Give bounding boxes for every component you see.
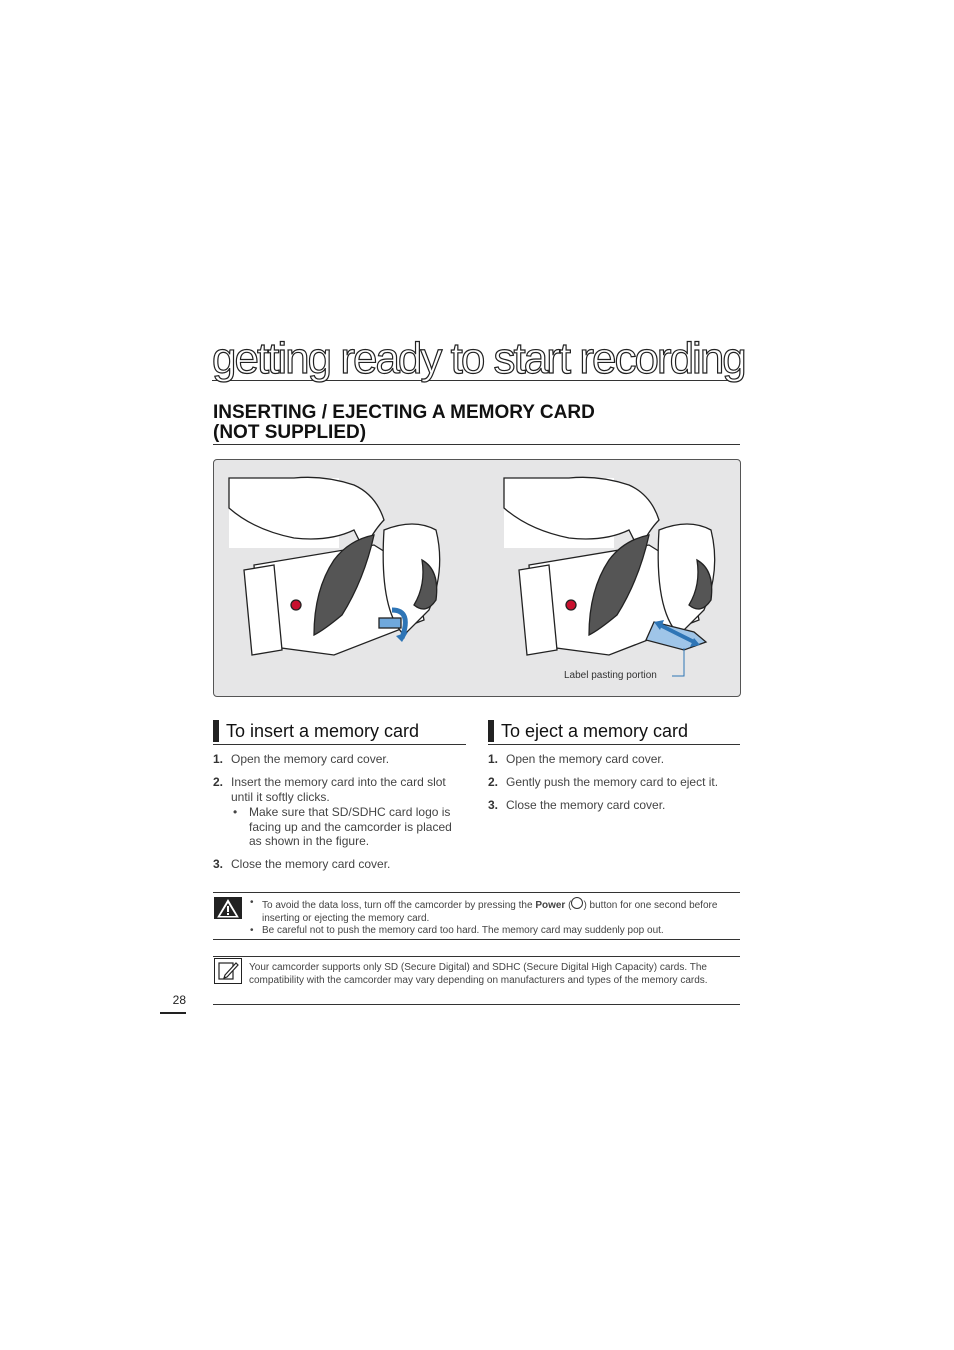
page-number: 28 [160,993,186,1014]
title-bar [488,720,494,742]
step-number: 2. [488,775,499,789]
eject-title [488,720,740,745]
insert-title [213,720,466,745]
warning-text-1a: To avoid the data loss, turn off the camcorder by pressing the [262,900,536,911]
list-item [213,857,466,872]
list-item [213,775,466,849]
note-notice [213,956,740,1005]
eject-illustration [504,477,715,676]
section-title-line2: (NOT SUPPLIED) [213,422,367,443]
insert-steps [213,752,466,880]
warning-triangle-icon [214,897,242,919]
list-item [249,897,739,925]
step-number: 3. [488,798,499,812]
eject-steps [488,752,740,821]
camcorder-illustrations [214,460,740,696]
step-text: Insert the memory card into the card slot until it softly clicks. [231,775,446,804]
title-bar [213,720,219,742]
step-text: Open the memory card cover. [506,752,665,766]
warning-list [249,897,739,938]
insert-illustration [229,477,440,655]
warning-notice [213,892,740,940]
step-bullet: • Make sure that SD/SDHC card logo is facing up and the camcorder is placed as shown in the figure. [231,805,466,849]
illustration-box [213,459,741,697]
power-button-icon [571,897,583,909]
list-item [488,775,740,790]
section-title [213,403,740,445]
warning-text-1b: ) button for one second before inserting or ejecting the memory card. [262,900,718,924]
step-number: 2. [213,775,224,789]
list-item [249,925,739,938]
step-text: Close the memory card cover. [231,856,391,871]
warning-paren: ( [565,900,572,911]
chapter-title: getting ready to start recording [212,334,745,383]
note-text: Your camcorder supports only SD (Secure Digital) and SDHC (Secure Digital High Capacity) cards. The compatibility with the camcorder may vary depending on manufacturers and types of the memory cards. [249,962,708,986]
step-text: Close the memory card cover. [506,798,666,812]
figure-caption: Label pasting portion [564,670,657,681]
list-item [488,798,740,813]
list-item [213,752,466,767]
eject-title-text: To eject a memory card [501,721,689,741]
section-title-line1: INSERTING / EJECTING A MEMORY CARD [213,402,595,423]
warning-text-2: Be careful not to push the memory card too hard. The memory card may suddenly pop out. [262,925,664,936]
step-text: Open the memory card cover. [231,752,390,766]
step-number: 1. [213,752,224,766]
step-text: Gently push the memory card to eject it. [506,775,719,789]
power-label: Power [535,900,566,911]
insert-title-text: To insert a memory card [226,721,420,741]
list-item [488,752,740,767]
step-number: 3. [213,856,224,871]
note-pencil-icon [214,958,242,984]
step-number: 1. [488,752,499,766]
